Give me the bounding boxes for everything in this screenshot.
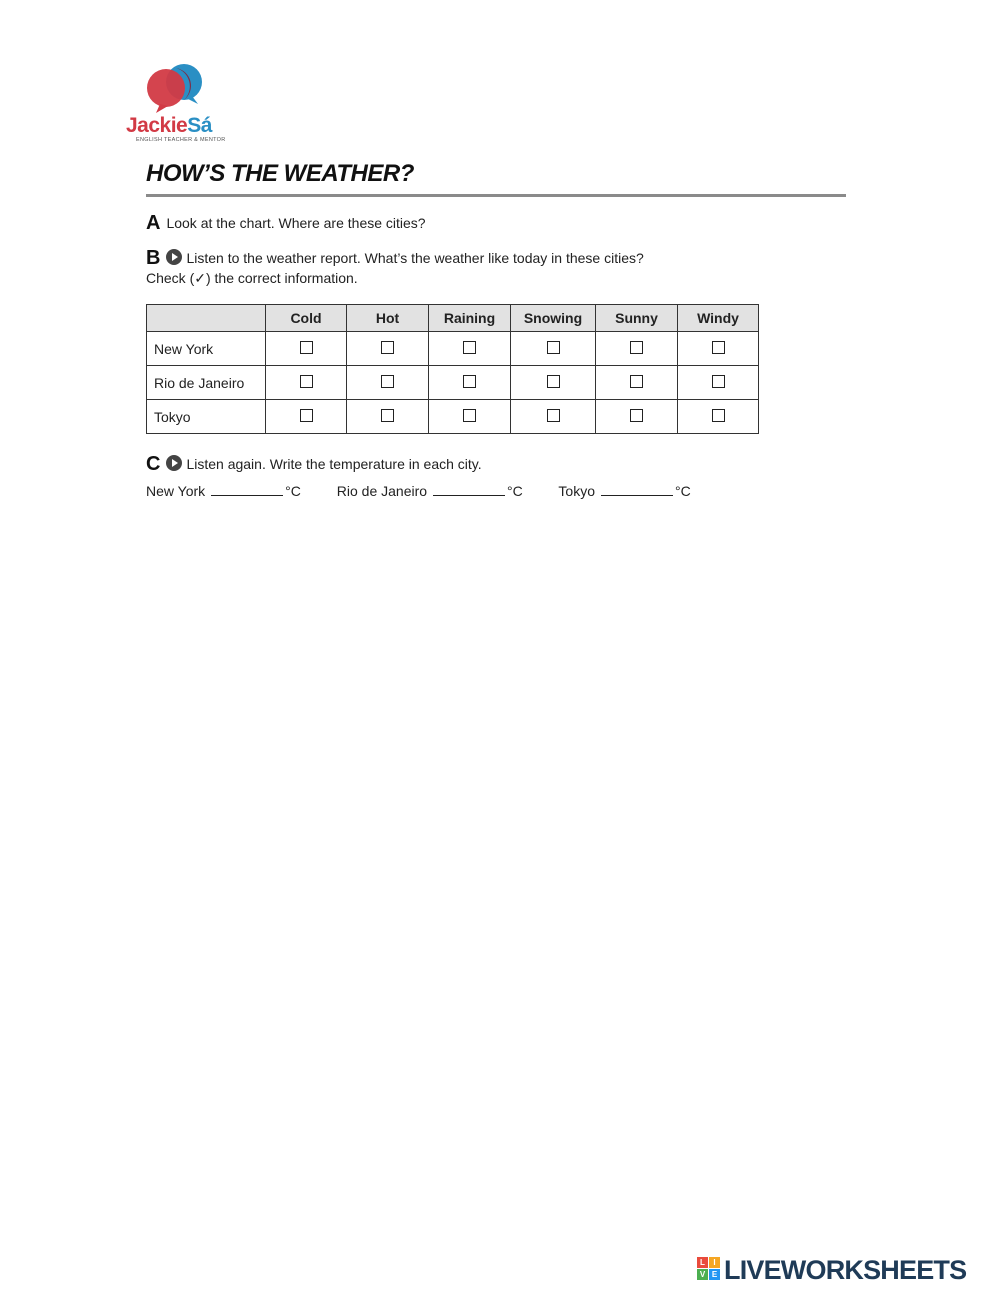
section-b-instruction	[146, 247, 644, 270]
checkbox-windy[interactable]	[712, 341, 725, 354]
row-city: Tokyo	[147, 400, 266, 434]
checkbox-snowing[interactable]	[547, 341, 560, 354]
temp-unit: °C	[285, 483, 301, 499]
section-a-instruction	[146, 212, 426, 235]
liveworksheets-icon: L I V E	[697, 1257, 721, 1281]
speech-bubbles-icon	[138, 58, 208, 114]
table-row	[147, 332, 759, 366]
audio-play-icon[interactable]	[166, 455, 182, 471]
header-city	[147, 305, 266, 332]
checkbox-hot[interactable]	[381, 341, 394, 354]
audio-play-icon[interactable]	[166, 249, 182, 265]
checkbox-cold[interactable]	[300, 409, 313, 422]
header-raining: Raining	[429, 305, 511, 332]
temp-city-label: New York	[146, 483, 206, 499]
section-c-instruction	[146, 453, 482, 476]
checkbox-windy[interactable]	[712, 409, 725, 422]
section-b-letter: B	[146, 247, 161, 269]
checkbox-raining[interactable]	[463, 375, 476, 388]
checkbox-cold[interactable]	[300, 341, 313, 354]
checkbox-cold[interactable]	[300, 375, 313, 388]
temp-city-label: Tokyo	[558, 483, 595, 499]
checkbox-sunny[interactable]	[630, 409, 643, 422]
temperature-item	[146, 483, 301, 499]
header-cold: Cold	[266, 305, 347, 332]
weather-table	[146, 304, 759, 434]
section-a-text: Look at the chart. Where are these cities?	[166, 215, 426, 231]
temperature-item	[337, 483, 523, 499]
header-sunny: Sunny	[596, 305, 678, 332]
logo-wordmark: JackieSá	[126, 114, 212, 137]
checkbox-sunny[interactable]	[630, 375, 643, 388]
temperature-answers	[146, 483, 723, 499]
temperature-blank-rio[interactable]	[433, 483, 505, 496]
section-c-text: Listen again. Write the temperature in each city.	[186, 456, 482, 472]
temp-city-label: Rio de Janeiro	[336, 483, 428, 499]
table-header-row	[147, 305, 759, 332]
checkbox-raining[interactable]	[463, 341, 476, 354]
checkbox-hot[interactable]	[381, 409, 394, 422]
header-hot: Hot	[347, 305, 429, 332]
temperature-blank-tokyo[interactable]	[601, 483, 673, 496]
section-c-letter: C	[146, 453, 161, 475]
temperature-item	[558, 483, 690, 499]
row-city: Rio de Janeiro	[147, 366, 266, 400]
checkbox-raining[interactable]	[463, 409, 476, 422]
page-title: HOW’S THE WEATHER?	[146, 160, 414, 187]
checkbox-snowing[interactable]	[547, 375, 560, 388]
section-a-letter: A	[146, 212, 161, 234]
checkbox-windy[interactable]	[712, 375, 725, 388]
temperature-blank-new-york[interactable]	[211, 483, 283, 496]
row-city: New York	[147, 332, 266, 366]
temp-unit: °C	[674, 483, 691, 499]
liveworksheets-wordmark: LIVEWORKSHEETS	[724, 1255, 967, 1285]
checkbox-snowing[interactable]	[547, 409, 560, 422]
jackie-sa-logo	[120, 58, 232, 148]
header-windy: Windy	[678, 305, 759, 332]
logo-tagline: ENGLISH TEACHER & MENTOR	[136, 137, 226, 143]
section-b-line1: Listen to the weather report. What’s the weather like today in these cities?	[186, 250, 644, 266]
temp-unit: °C	[507, 483, 523, 499]
checkbox-sunny[interactable]	[630, 341, 643, 354]
title-divider	[146, 194, 846, 197]
section-b-line2: Check (✓) the correct information.	[146, 270, 358, 286]
table-row	[147, 366, 759, 400]
table-row	[147, 400, 759, 434]
header-snowing: Snowing	[511, 305, 596, 332]
checkbox-hot[interactable]	[381, 375, 394, 388]
